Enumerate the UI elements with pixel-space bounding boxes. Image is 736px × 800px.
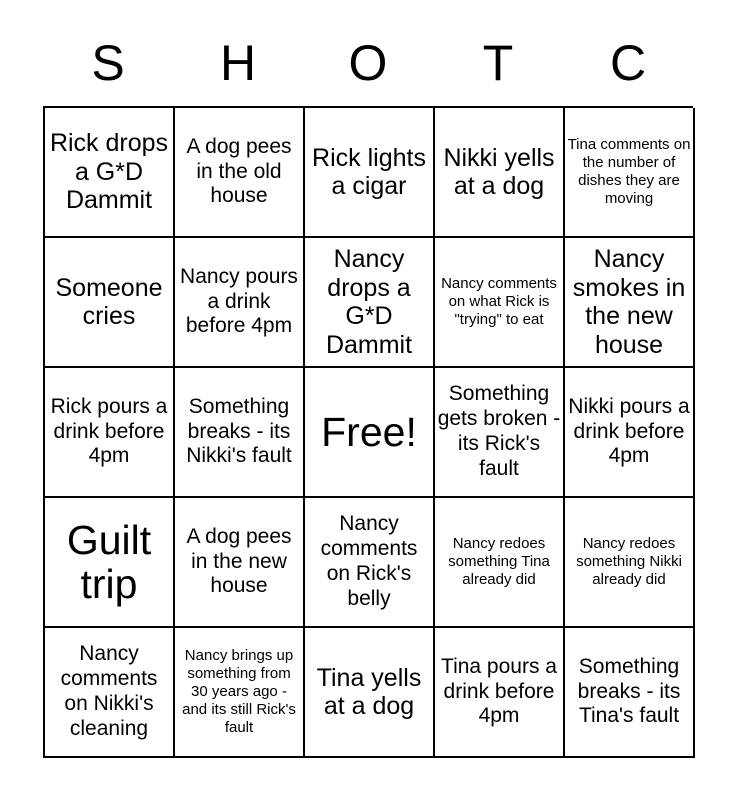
bingo-cell-text: A dog pees in the old house bbox=[186, 134, 292, 208]
bingo-cell-text: Rick lights a cigar bbox=[312, 143, 426, 200]
bingo-cell-r3c1[interactable] bbox=[45, 368, 175, 498]
bingo-cell-text: Nancy redoes something Tina already did bbox=[448, 535, 550, 588]
bingo-cell-r2c1[interactable] bbox=[45, 238, 175, 368]
bingo-cell-r3c2[interactable] bbox=[175, 368, 305, 498]
bingo-cell-text: Nikki yells at a dog bbox=[443, 143, 555, 200]
bingo-cell-r5c5[interactable] bbox=[565, 628, 695, 758]
bingo-cell-r3c5[interactable] bbox=[565, 368, 695, 498]
bingo-cell-r1c2[interactable] bbox=[175, 108, 305, 238]
bingo-cell-text: Something breaks - its Tina's fault bbox=[577, 654, 681, 728]
bingo-cell-r2c3[interactable] bbox=[305, 238, 435, 368]
header-letter-2: H bbox=[219, 35, 257, 91]
bingo-cell-text: Free! bbox=[321, 408, 417, 455]
bingo-cell-r4c4[interactable] bbox=[435, 498, 565, 628]
bingo-cell-text: A dog pees in the new house bbox=[186, 524, 292, 598]
bingo-cell-r1c4[interactable] bbox=[435, 108, 565, 238]
bingo-cell-text: Tina yells at a dog bbox=[316, 663, 422, 720]
bingo-cell-r5c1[interactable] bbox=[45, 628, 175, 758]
bingo-cell-text: Nikki pours a drink before 4pm bbox=[568, 394, 690, 468]
bingo-cell-text: Nancy smokes in the new house bbox=[572, 245, 686, 359]
header-letter-3: O bbox=[348, 35, 388, 91]
bingo-cell-text: Nancy brings up something from 30 years ago - and its still Rick's fault bbox=[182, 647, 296, 736]
header-letter-4: T bbox=[482, 35, 514, 91]
bingo-cell-r2c2[interactable] bbox=[175, 238, 305, 368]
bingo-cell-text: Rick drops a G*D Dammit bbox=[49, 129, 169, 215]
bingo-grid bbox=[43, 106, 693, 758]
bingo-cell-text: Something gets broken - its Rick's fault bbox=[437, 382, 561, 480]
bingo-cell-text: Nancy comments on Rick's belly bbox=[320, 512, 418, 610]
bingo-cell-r5c4[interactable] bbox=[435, 628, 565, 758]
bingo-cell-text: Nancy drops a G*D Dammit bbox=[325, 245, 413, 359]
bingo-cell-r1c5[interactable] bbox=[565, 108, 695, 238]
bingo-cell-r4c1[interactable] bbox=[45, 498, 175, 628]
bingo-cell-text: Guilt trip bbox=[66, 516, 152, 607]
bingo-cell-r5c3[interactable] bbox=[305, 628, 435, 758]
bingo-cell-text: Tina pours a drink before 4pm bbox=[441, 654, 557, 728]
bingo-cell-text: Something breaks - its Nikki's fault bbox=[186, 394, 292, 468]
bingo-cell-r4c2[interactable] bbox=[175, 498, 305, 628]
bingo-cell-text: Tina comments on the number of dishes they are moving bbox=[567, 136, 691, 207]
bingo-cell-r5c2[interactable] bbox=[175, 628, 305, 758]
header-letter-5: C bbox=[609, 35, 647, 91]
bingo-cell-text: Someone cries bbox=[55, 273, 163, 330]
bingo-header-row bbox=[43, 20, 693, 106]
bingo-cell-text: Nancy comments on what Rick is "trying" to eat bbox=[441, 275, 557, 328]
bingo-cell-r4c3[interactable] bbox=[305, 498, 435, 628]
bingo-cell-r1c1[interactable] bbox=[45, 108, 175, 238]
bingo-cell-free[interactable] bbox=[305, 368, 435, 498]
bingo-cell-text: Nancy comments on Nikki's cleaning bbox=[60, 642, 158, 740]
bingo-cell-r2c5[interactable] bbox=[565, 238, 695, 368]
bingo-cell-text: Nancy redoes something Nikki already did bbox=[576, 535, 682, 588]
bingo-cell-r1c3[interactable] bbox=[305, 108, 435, 238]
bingo-cell-text: Rick pours a drink before 4pm bbox=[50, 394, 168, 468]
bingo-cell-r4c5[interactable] bbox=[565, 498, 695, 628]
bingo-card bbox=[43, 20, 693, 758]
bingo-cell-r2c4[interactable] bbox=[435, 238, 565, 368]
header-letter-1: S bbox=[91, 35, 125, 91]
bingo-cell-r3c4[interactable] bbox=[435, 368, 565, 498]
bingo-cell-text: Nancy pours a drink before 4pm bbox=[180, 264, 298, 338]
